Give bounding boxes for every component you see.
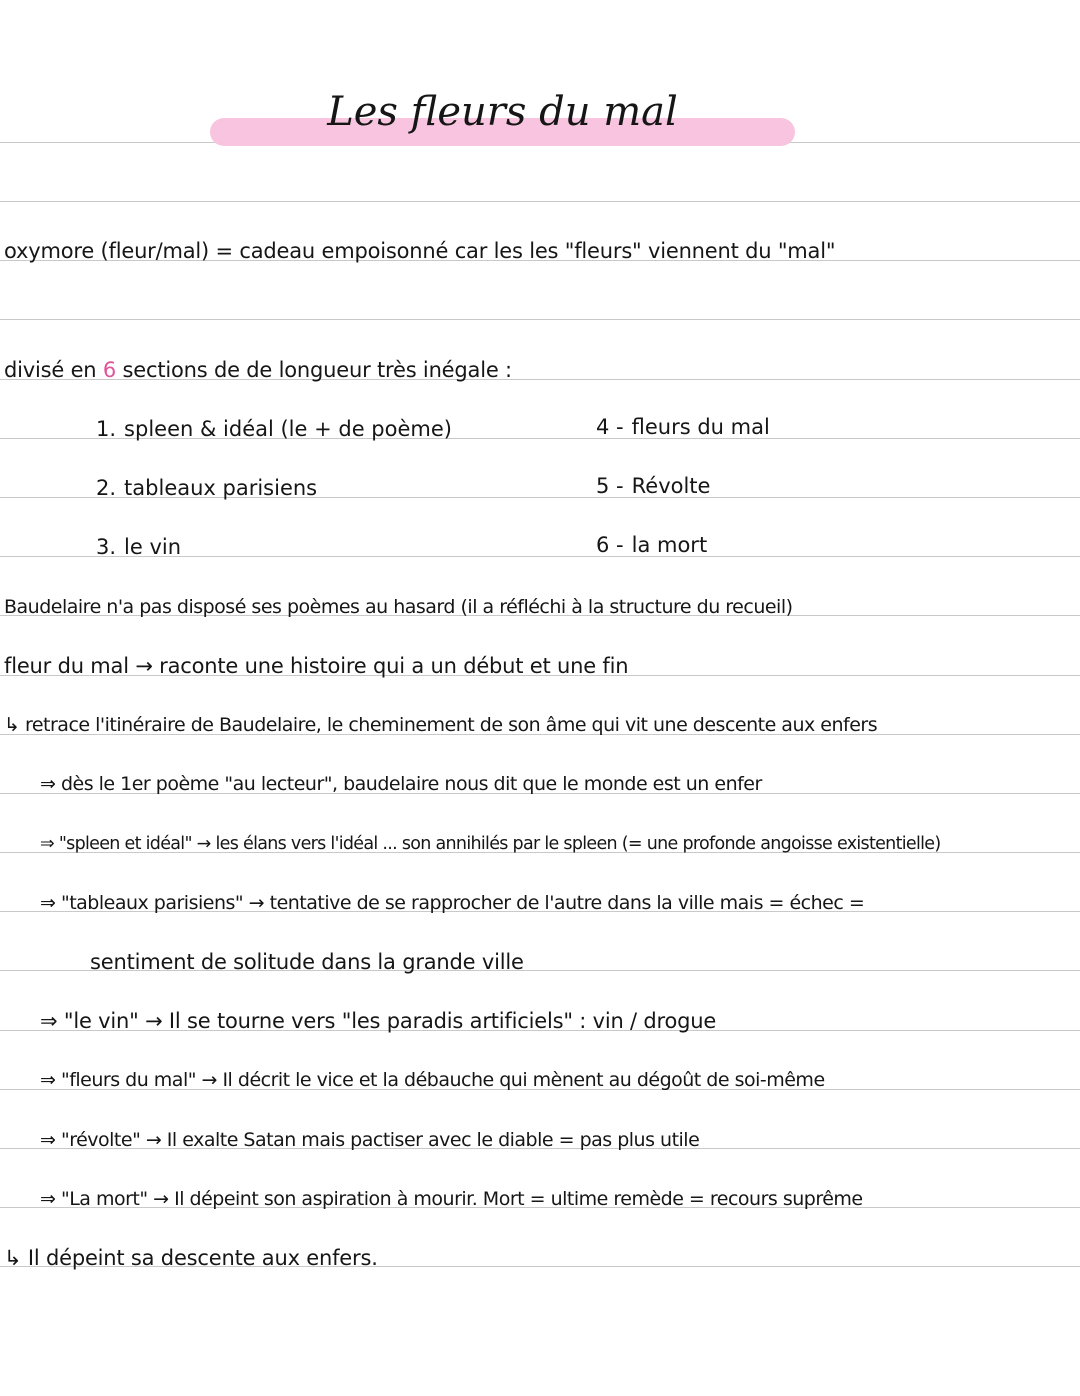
revolte-text: ⇒ "révolte" → Il exalte Satan mais pactiser avec le diable = pas plus utile xyxy=(40,1129,700,1151)
section-label: fleurs du mal xyxy=(631,415,770,439)
section-item xyxy=(96,473,317,503)
retrace-text: ↳ retrace l'itinéraire de Baudelaire, le cheminement de son âme qui vit une descente aux enfers xyxy=(4,714,878,736)
mort-line xyxy=(40,1184,863,1214)
section-number: 3. xyxy=(96,535,117,559)
divise-number: 6 xyxy=(102,358,117,382)
section-item xyxy=(596,471,710,501)
tableaux-text-2: sentiment de solitude dans la grande ville xyxy=(90,950,524,974)
section-number: 2. xyxy=(96,476,117,500)
vin-text: ⇒ "le vin" → Il se tourne vers "les paradis artificiels" : vin / drogue xyxy=(40,1009,717,1033)
fleur-histoire-line xyxy=(4,651,628,681)
lecteur-text: ⇒ dès le 1er poème "au lecteur", baudelaire nous dit que le monde est un enfer xyxy=(40,773,762,795)
spleen-ideal-text: ⇒ "spleen et idéal" → les élans vers l'idéal ... son annihilés par le spleen (= une profonde angoisse existentielle) xyxy=(40,834,941,854)
tableaux-line-2 xyxy=(90,947,524,977)
oxymore-line xyxy=(4,236,835,266)
page-title: Les fleurs du mal xyxy=(327,89,678,135)
section-item xyxy=(596,412,770,442)
section-number: 4 - xyxy=(596,415,624,439)
spleen-ideal-line xyxy=(40,829,940,859)
section-label: la mort xyxy=(631,533,708,557)
section-number: 6 - xyxy=(596,533,624,557)
divise-line xyxy=(4,355,512,385)
fleurs-mal-text: ⇒ "fleurs du mal" → Il décrit le vice et la débauche qui mènent au dégoût de soi-même xyxy=(40,1069,825,1091)
vin-line xyxy=(40,1006,716,1036)
ruled-line xyxy=(0,201,1080,202)
divise-prefix: divisé en xyxy=(4,358,103,382)
revolte-line xyxy=(40,1125,699,1155)
section-item xyxy=(596,530,707,560)
descente-line xyxy=(4,1243,378,1273)
section-label: le vin xyxy=(124,535,182,559)
section-label: spleen & idéal (le + de poème) xyxy=(124,417,452,441)
fleur-histoire-text: fleur du mal → raconte une histoire qui a un début et une fin xyxy=(4,654,629,678)
baudelaire-hasard-text: Baudelaire n'a pas disposé ses poèmes au hasard (il a réfléchi à la structure du recueil) xyxy=(4,596,793,618)
section-label: Révolte xyxy=(631,474,711,498)
oxymore-text: oxymore (fleur/mal) = cadeau empoisonné car les les "fleurs" viennent du "mal" xyxy=(4,239,836,263)
section-label: tableaux parisiens xyxy=(124,476,318,500)
divise-suffix: sections de de longueur très inégale : xyxy=(116,358,512,382)
retrace-line xyxy=(4,710,877,740)
fleurs-mal-line xyxy=(40,1065,825,1095)
section-number: 1. xyxy=(96,417,117,441)
tableaux-text-1: ⇒ "tableaux parisiens" → tentative de se rapprocher de l'autre dans la ville mais = échec = xyxy=(40,892,865,914)
baudelaire-hasard-line xyxy=(4,592,793,622)
section-number: 5 - xyxy=(596,474,624,498)
tableaux-line-1 xyxy=(40,888,864,918)
section-item xyxy=(96,532,181,562)
lecteur-line xyxy=(40,769,762,799)
ruled-line xyxy=(0,319,1080,320)
section-item xyxy=(96,414,452,444)
descente-text: ↳ Il dépeint sa descente aux enfers. xyxy=(4,1246,378,1270)
mort-text: ⇒ "La mort" → Il dépeint son aspiration à mourir. Mort = ultime remède = recours suprême xyxy=(40,1188,863,1210)
